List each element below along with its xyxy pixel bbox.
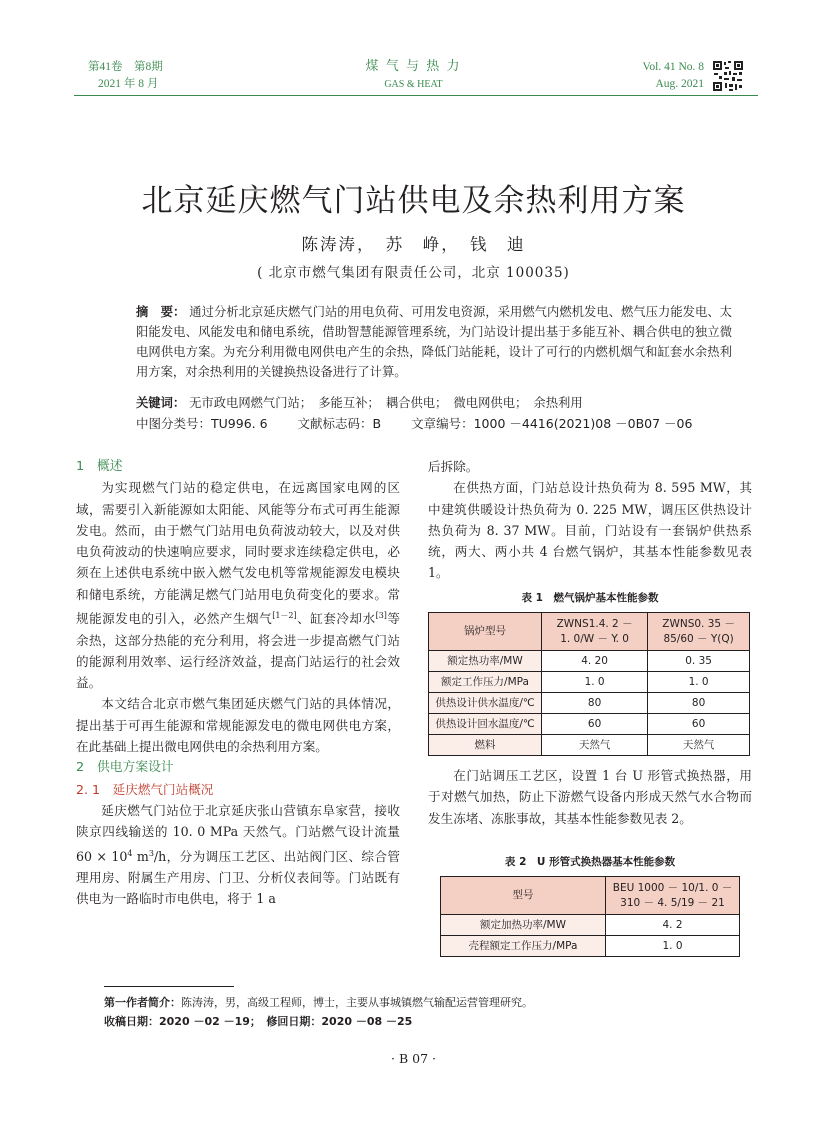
author-affiliation: ( 北京市燃气集团有限责任公司，北京 100035) [257,265,570,281]
table1-head-col2-l1: ZWNS0. 35 － [662,617,735,630]
table1-cell: 1. 0 [542,672,648,693]
page-number: · B 07 · [391,1051,436,1066]
subsection-2-1-heading: 2. 1 延庆燃气门站概况 [76,781,214,797]
table1-cell: 80 [542,693,648,714]
table-row [441,915,740,936]
left-column [76,456,400,910]
paragraph-overview [76,477,400,693]
table2-head-val [606,877,740,915]
paragraph-heating: 在供热方面，门站总设计热负荷为 8. 595 MW，其中建筑供暖设计热负荷为 0. 225 MW，调压区供热设计热负荷为 8. 37 MW。目前，门站设有一套锅炉供热系统，两大、两小共 4 台燃气锅炉，其基本性能参数见表 1。 [428,480,752,581]
bio-label: 第一作者简介： [104,996,181,1009]
table1-row-label: 额定工作压力/MPa [429,672,542,693]
station-text: 延庆燃气门站位于北京延庆张山营镇东阜家营，接收陕京四线输送的 10. 0 MPa 天然气。门站燃气设计流量 60 × 10 [76,802,400,864]
abstract [136,302,732,382]
table-row [441,877,740,915]
table1 [428,612,750,756]
paragraph-heat-exchanger: 在门站调压工艺区，设置 1 台 U 形管式换热器，用于对燃气加热，防止下游燃气设备内形成天然气水合物而发生冻堵、冻胀事故，其基本性能参数见表 2。 [428,768,752,826]
paragraph-continued: 后拆除。 [428,459,479,474]
keywords-label: 关键词： [136,396,186,410]
table-row [429,613,750,651]
table-row [429,735,750,756]
keywords-text: 无市政电网燃气门站； 多能互补； 耦合供电； 微电网供电； 余热利用 [189,396,583,410]
table1-cell: 60 [542,714,648,735]
table2-cell: 1. 0 [606,936,740,957]
table1-head-label: 锅炉型号 [429,613,542,651]
table1-cell: 0. 35 [648,651,750,672]
table1-head-col1-l1: ZWNS1.4. 2 － [556,617,633,630]
section-2-heading: 2 供电方案设计 [76,760,174,776]
footnote-bio [104,993,764,1012]
table2-cell: 4. 2 [606,915,740,936]
table1-head-col1 [542,613,648,651]
sup-3: 3 [148,848,154,858]
overview-text: 为实现燃气门站的稳定供电，在远离国家电网的区域，需要引入新能源如太阳能、风能等分布式可再生能源发电。然而，由于燃气门站用电负荷波动较大，以及对供电负荷波动的快速响应要求，同时要求连续稳定供电，必须在上述供电系统中嵌入燃气发电机等常规能源发电模块和储电系统，方能满足燃气门站用电负荷变化的要求。常规能源发电的引入，必然产生烟气 [76,480,400,627]
bio-text: 陈涛涛，男，高级工程师，博士，主要从事城镇燃气输配运营管理研究。 [181,996,533,1009]
table-row [429,714,750,735]
paragraph-station-overview [76,800,400,910]
station-text-2: m [132,848,149,864]
table1-row-label: 额定热功率/MW [429,651,542,672]
header-date-en: Aug. 2021 [655,78,704,90]
station-text-3: /h，分为调压工艺区、出站阀门区、综合管理用房、附属生产用房、门卫、分析仪表间等。门站既有供电为一路临时市电供电，将于 1 a [76,848,400,907]
table2-head-val-l2: 310 － 4. 5/19 － 21 [620,896,725,909]
abstract-text: 通过分析北京延庆燃气门站的用电负荷、可用发电资源，采用燃气内燃机发电、燃气压力能发电、太阳能发电、风能发电和储电系统，借助智慧能源管理系统，为门站设计提出基于多能互补、耦合供电的独立微电网供电方案。为充分利用微电网供电产生的余热，降低门站能耗，设计了可行的内燃机烟气和缸套水余热利用方案，对余热利用的关键换热设备进行了计算。 [136,305,732,379]
header-journal-en: GAS & HEAT [384,79,443,90]
header-rule [74,95,758,96]
table2 [440,876,740,957]
classification-line [136,414,756,434]
table2-row-label: 壳程额定工作压力/MPa [441,936,606,957]
header-journal-cn: 煤 气 与 热 力 [365,58,462,73]
table1-caption: 表 1 燃气锅炉基本性能参数 [521,592,659,604]
table1-cell: 60 [648,714,750,735]
paragraph-scope: 本文结合北京市燃气集团延庆燃气门站的具体情况，提出基于可再生能源和常规能源发电的微电网供电方案，在此基础上提出微电网供电的余热利用方案。 [76,696,400,755]
table-row [429,651,750,672]
header-volume-en: Vol. 41 No. 8 [642,61,704,73]
table1-row-label: 供热设计回水温度/℃ [429,714,542,735]
table-row [429,672,750,693]
overview-text-3: 等余热，这部分热能的充分利用，将会进一步提高燃气门站的能源利用效率、运行经济效益，提高门站运行的社会效益。 [76,611,401,691]
table1-cell: 天然气 [648,735,750,756]
table2-caption: 表 2 U 形管式换热器基本性能参数 [504,856,676,868]
footnote-rule [104,986,234,987]
table1-cell: 4. 20 [542,651,648,672]
keywords [136,393,736,413]
right-column [428,456,752,584]
table1-cell: 天然气 [542,735,648,756]
section-1-heading: 1 概述 [76,459,123,474]
sup-4: 4 [127,848,133,858]
header-volume-cn: 第41卷 第8期 [88,61,163,73]
table1-head-col2 [648,613,750,651]
header-date-cn: 2021 年 8 月 [98,78,159,90]
table2-row-label: 额定加热功率/MW [441,915,606,936]
table2-head-label: 型号 [441,877,606,915]
table1-cell: 1. 0 [648,672,750,693]
table-row [441,936,740,957]
table1-head-col1-l2: 1. 0/W － Y. 0 [560,632,629,645]
citation-ref-2: [3] [375,611,387,621]
table2-head-val-l1: BEU 1000 － 10/1. 0 － [612,881,733,894]
citation-ref-1: [1－2] [272,611,297,621]
table-row [429,693,750,714]
article-title: 北京延庆燃气门站供电及余热利用方案 [141,183,686,219]
table1-row-label: 供热设计供水温度/℃ [429,693,542,714]
abstract-label: 摘 要： [136,305,186,319]
document-code: 文献标志码：B [297,416,382,431]
overview-text-2: 、缸套冷却水 [296,611,376,627]
right-column-lower [428,765,752,829]
article-number: 文章编号：1000 －4416(2021)08 －0B07 －06 [411,416,693,431]
table1-row-label: 燃料 [429,735,542,756]
table1-head-col2-l2: 85/60 － Y(Q) [663,632,734,645]
article-authors: 陈涛涛， 苏 峥， 钱 迪 [301,235,526,254]
table1-cell: 80 [648,693,750,714]
footnote-dates: 收稿日期：2020 －02 －19； 修回日期：2020 －08 －25 [104,1015,413,1028]
qr-code-icon [712,60,744,92]
clc-number: 中图分类号：TU996. 6 [136,416,268,431]
